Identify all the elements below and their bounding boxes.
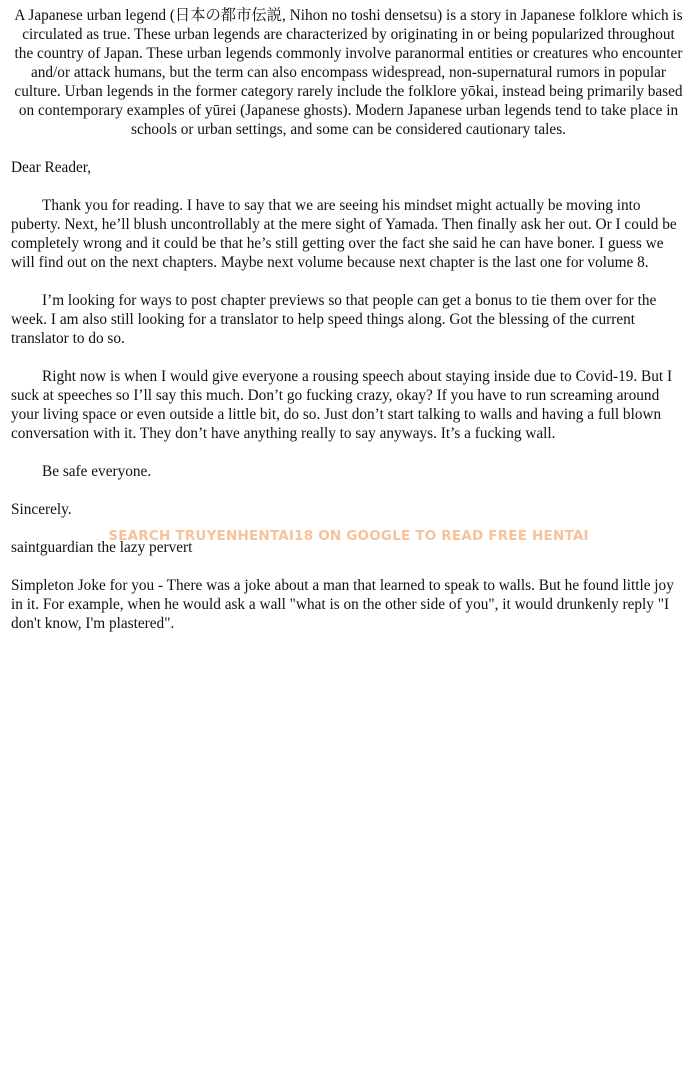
watermark-text: SEARCH TRUYENHENTAI18 ON GOOGLE TO READ FREE HENTAI	[108, 528, 589, 544]
joke-label: Simpleton Joke for you -	[11, 577, 167, 594]
letter-paragraph-1: Thank you for reading. I have to say that we are seeing his mindset might actually be moving into puberty. Next, he’ll blush uncontrollably at the mere sight of Yamada. Then finally ask her out. Or I could be completely wrong and it could be that he’s still getting over the fact she said he can have boner. I guess we will find out on the next chapters. Maybe next volume because next chapter is the last one for volume 8.	[11, 197, 677, 271]
joke-paragraph	[11, 576, 686, 633]
letter-paragraph-3: Right now is when I would give everyone a rousing speech about staying inside due to Covid-19. But I suck at speeches so I’ll say this much. Don’t go fucking crazy, okay? If you have to run screaming around your living space or even outside a little bit, do so. Just don’t start talking to walls and having a full blown conversation with it. They don’t have anything really to say anyways. It’s a fucking wall.	[11, 368, 673, 442]
letter-signature: saintguardian the lazy pervert	[11, 539, 193, 556]
letter-paragraph-4: Be safe everyone.	[42, 463, 152, 480]
intro-paragraph: A Japanese urban legend (日本の都市伝説, Nihon no toshi densetsu) is a story in Japanese folklore which is circulated as true. These urban legends are characterized by originating in or being popularized throughout the country of Japan. These urban legends commonly involve paranormal entities or creatures who encounter and/or attack humans, but the term can also encompass widespread, non-supernatural rumors in popular culture. Urban legends in the former category rarely include the folklore yōkai, instead being primarily based on contemporary examples of yūrei (Japanese ghosts). Modern Japanese urban legends tend to take place in schools or urban settings, and some can be considered cautionary tales.	[14, 7, 683, 138]
letter-closing: Sincerely.	[11, 501, 72, 518]
joke-text: There was a joke about a man that learned to speak to walls. But he found little joy in it. For example, when he would ask a wall "what is on the other side of you", it would drunkenly reply "I don't know, I'm plastered".	[11, 577, 674, 632]
letter-salutation: Dear Reader,	[11, 159, 92, 176]
letter-paragraph-2: I’m looking for ways to post chapter previews so that people can get a bonus to tie them over for the week. I am also still looking for a translator to help speed things along. Got the blessing of the current translator to do so.	[11, 292, 657, 347]
